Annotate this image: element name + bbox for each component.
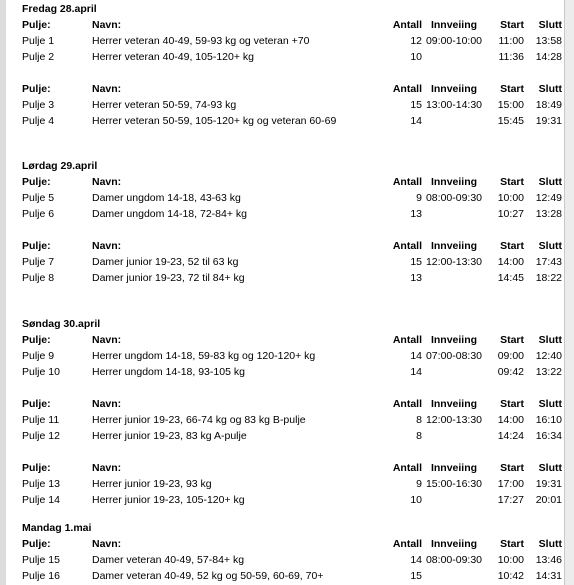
column-header-row: [22, 332, 562, 348]
header-navn: Navn:: [92, 334, 122, 346]
header-pulje: Pulje:: [22, 19, 51, 31]
cell-pulje: Pulje 13: [22, 478, 60, 490]
cell-start: 10:42: [497, 570, 524, 582]
cell-start: 11:36: [498, 51, 524, 63]
cell-navn: Herrer junior 19-23, 105-120+ kg: [92, 494, 245, 506]
cell-pulje: Pulje 6: [22, 208, 55, 220]
cell-pulje: Pulje 2: [22, 51, 55, 63]
table-row: [22, 206, 562, 222]
header-antall: Antall: [392, 538, 422, 550]
cell-slutt: 20:01: [535, 494, 562, 506]
header-navn: Navn:: [92, 19, 122, 31]
cell-pulje: Pulje 12: [22, 430, 60, 442]
header-start: Start: [500, 334, 524, 346]
table-row: [22, 476, 562, 492]
header-innveiing: Innveiing: [430, 83, 478, 95]
header-pulje: Pulje:: [22, 334, 51, 346]
day-title: Søndag 30.april: [22, 318, 101, 330]
cell-start: 14:00: [497, 414, 524, 426]
header-start: Start: [500, 240, 524, 252]
cell-navn: Herrer junior 19-23, 66-74 kg og 83 kg B-pulje: [92, 414, 306, 426]
cell-slutt: 13:58: [535, 35, 562, 47]
header-navn: Navn:: [92, 176, 122, 188]
cell-antall: 14: [410, 115, 422, 127]
cell-pulje: Pulje 4: [22, 115, 55, 127]
header-start: Start: [500, 83, 524, 95]
header-innveiing: Innveiing: [430, 240, 478, 252]
header-antall: Antall: [392, 19, 422, 31]
header-navn: Navn:: [92, 538, 122, 550]
left-margin: [0, 0, 6, 585]
header-pulje: Pulje:: [22, 398, 51, 410]
cell-start: 09:42: [497, 366, 524, 378]
cell-navn: Damer junior 19-23, 72 til 84+ kg: [92, 272, 245, 284]
column-header-row: [22, 81, 562, 97]
cell-start: 10:00: [497, 554, 524, 566]
cell-pulje: Pulje 1: [22, 35, 55, 47]
cell-navn: Damer veteran 40-49, 57-84+ kg: [92, 554, 245, 566]
cell-antall: 13: [410, 208, 422, 220]
cell-slutt: 19:31: [535, 478, 562, 490]
column-header-row: [22, 536, 562, 552]
cell-start: 15:45: [497, 115, 524, 127]
header-antall: Antall: [392, 240, 422, 252]
header-start: Start: [500, 176, 524, 188]
cell-navn: Damer junior 19-23, 52 til 63 kg: [92, 256, 239, 268]
cell-innveiing: 15:00-16:30: [425, 478, 483, 490]
cell-navn: Herrer veteran 50-59, 74-93 kg: [92, 99, 237, 111]
table-row: [22, 492, 562, 508]
header-slutt: Slutt: [538, 462, 562, 474]
header-slutt: Slutt: [538, 538, 562, 550]
header-pulje: Pulje:: [22, 462, 51, 474]
table-row: [22, 552, 562, 568]
table-row: [22, 428, 562, 444]
header-slutt: Slutt: [538, 334, 562, 346]
table-row: [22, 33, 562, 49]
table-row: [22, 97, 562, 113]
table-row: [22, 412, 562, 428]
header-navn: Navn:: [92, 83, 122, 95]
cell-pulje: Pulje 10: [22, 366, 60, 378]
header-antall: Antall: [392, 176, 422, 188]
day-title: Fredag 28.april: [22, 3, 97, 15]
cell-innveiing: 12:00-13:30: [425, 414, 483, 426]
cell-slutt: 12:40: [535, 350, 562, 362]
day-title: Lørdag 29.april: [22, 160, 98, 172]
header-antall: Antall: [392, 398, 422, 410]
header-start: Start: [500, 462, 524, 474]
cell-antall: 14: [410, 366, 422, 378]
cell-pulje: Pulje 14: [22, 494, 60, 506]
cell-pulje: Pulje 15: [22, 554, 60, 566]
cell-antall: 13: [410, 272, 422, 284]
cell-slutt: 16:34: [535, 430, 562, 442]
header-pulje: Pulje:: [22, 83, 51, 95]
table-row: [22, 190, 562, 206]
cell-slutt: 13:28: [535, 208, 562, 220]
cell-pulje: Pulje 7: [22, 256, 55, 268]
cell-navn: Herrer veteran 40-49, 59-93 kg og veteran +70: [92, 35, 310, 47]
cell-slutt: 14:31: [535, 570, 562, 582]
cell-start: 17:00: [497, 478, 524, 490]
cell-navn: Damer veteran 40-49, 52 kg og 50-59, 60-69, 70+: [92, 570, 324, 582]
header-slutt: Slutt: [538, 176, 562, 188]
header-slutt: Slutt: [538, 398, 562, 410]
header-slutt: Slutt: [538, 83, 562, 95]
cell-slutt: 18:49: [535, 99, 562, 111]
cell-navn: Herrer veteran 40-49, 105-120+ kg: [92, 51, 254, 63]
table-row: [22, 113, 562, 129]
cell-pulje: Pulje 16: [22, 570, 60, 582]
cell-antall: 9: [416, 478, 422, 490]
cell-pulje: Pulje 9: [22, 350, 55, 362]
cell-pulje: Pulje 5: [22, 192, 55, 204]
header-start: Start: [500, 538, 524, 550]
header-antall: Antall: [392, 462, 422, 474]
cell-innveiing: 08:00-09:30: [425, 554, 483, 566]
header-start: Start: [500, 398, 524, 410]
cell-antall: 15: [410, 99, 422, 111]
cell-slutt: 16:10: [535, 414, 562, 426]
table-row: [22, 364, 562, 380]
cell-antall: 14: [410, 554, 422, 566]
header-antall: Antall: [392, 83, 422, 95]
cell-antall: 10: [410, 51, 422, 63]
cell-antall: 15: [410, 570, 422, 582]
header-navn: Navn:: [92, 240, 122, 252]
cell-navn: Damer ungdom 14-18, 72-84+ kg: [92, 208, 247, 220]
cell-antall: 14: [410, 350, 422, 362]
cell-slutt: 19:31: [535, 115, 562, 127]
header-pulje: Pulje:: [22, 176, 51, 188]
header-innveiing: Innveiing: [430, 19, 478, 31]
cell-navn: Herrer veteran 50-59, 105-120+ kg og veteran 60-69: [92, 115, 337, 127]
cell-slutt: 13:22: [535, 366, 562, 378]
cell-slutt: 13:46: [535, 554, 562, 566]
column-header-row: [22, 396, 562, 412]
cell-start: 15:00: [497, 99, 524, 111]
cell-innveiing: 07:00-08:30: [425, 350, 483, 362]
cell-start: 14:00: [497, 256, 524, 268]
cell-antall: 8: [416, 430, 422, 442]
cell-slutt: 17:43: [535, 256, 562, 268]
cell-navn: Herrer junior 19-23, 93 kg: [92, 478, 212, 490]
cell-navn: Herrer ungdom 14-18, 59-83 kg og 120-120+ kg: [92, 350, 316, 362]
cell-pulje: Pulje 8: [22, 272, 55, 284]
cell-innveiing: 09:00-10:00: [425, 35, 483, 47]
day-title: Mandag 1.mai: [22, 522, 92, 534]
column-header-row: [22, 174, 562, 190]
cell-slutt: 12:49: [535, 192, 562, 204]
cell-start: 09:00: [497, 350, 524, 362]
cell-antall: 9: [416, 192, 422, 204]
table-row: [22, 254, 562, 270]
cell-pulje: Pulje 3: [22, 99, 55, 111]
header-pulje: Pulje:: [22, 240, 51, 252]
cell-start: 14:45: [497, 272, 524, 284]
header-navn: Navn:: [92, 398, 122, 410]
header-navn: Navn:: [92, 462, 122, 474]
table-row: [22, 270, 562, 286]
header-start: Start: [500, 19, 524, 31]
cell-antall: 12: [410, 35, 422, 47]
header-innveiing: Innveiing: [430, 398, 478, 410]
header-pulje: Pulje:: [22, 538, 51, 550]
cell-antall: 10: [410, 494, 422, 506]
header-innveiing: Innveiing: [430, 462, 478, 474]
column-header-row: [22, 17, 562, 33]
cell-pulje: Pulje 11: [22, 414, 60, 426]
header-innveiing: Innveiing: [430, 538, 478, 550]
header-innveiing: Innveiing: [430, 176, 478, 188]
cell-navn: Herrer junior 19-23, 83 kg A-pulje: [92, 430, 247, 442]
column-header-row: [22, 238, 562, 254]
header-innveiing: Innveiing: [430, 334, 478, 346]
header-slutt: Slutt: [538, 240, 562, 252]
header-slutt: Slutt: [538, 19, 562, 31]
table-row: [22, 348, 562, 364]
right-scroll-edge: [564, 0, 574, 585]
cell-start: 11:00: [498, 35, 524, 47]
header-antall: Antall: [392, 334, 422, 346]
cell-start: 14:24: [497, 430, 524, 442]
cell-slutt: 14:28: [535, 51, 562, 63]
cell-navn: Damer ungdom 14-18, 43-63 kg: [92, 192, 241, 204]
cell-slutt: 18:22: [535, 272, 562, 284]
table-row: [22, 568, 562, 584]
cell-start: 10:27: [497, 208, 524, 220]
cell-antall: 15: [410, 256, 422, 268]
cell-start: 10:00: [497, 192, 524, 204]
cell-start: 17:27: [497, 494, 524, 506]
cell-innveiing: 08:00-09:30: [425, 192, 483, 204]
column-header-row: [22, 460, 562, 476]
cell-innveiing: 13:00-14:30: [425, 99, 483, 111]
cell-navn: Herrer ungdom 14-18, 93-105 kg: [92, 366, 245, 378]
cell-antall: 8: [416, 414, 422, 426]
table-row: [22, 49, 562, 65]
cell-innveiing: 12:00-13:30: [425, 256, 483, 268]
